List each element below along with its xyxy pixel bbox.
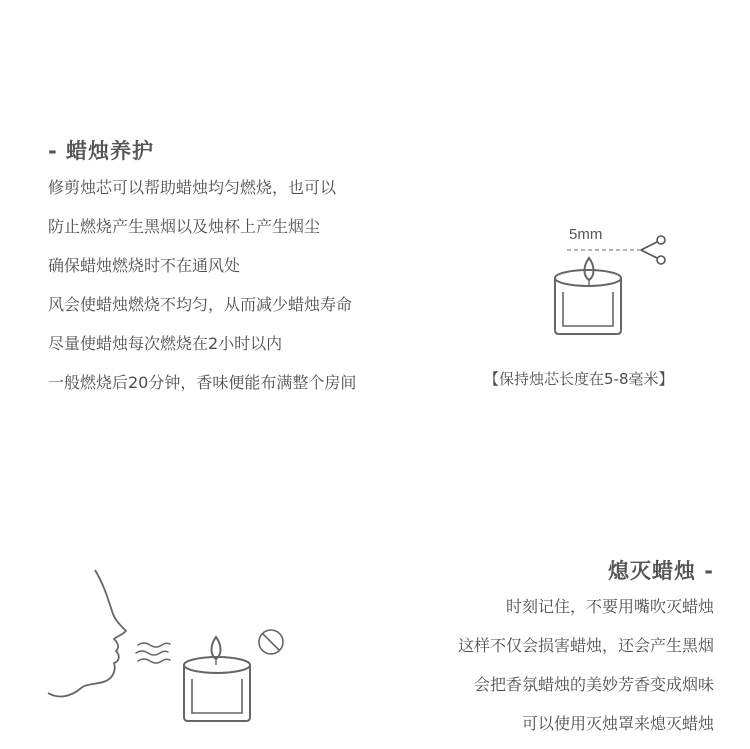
prohibited-icon <box>259 630 283 654</box>
flame-icon <box>212 637 221 659</box>
care-line: 尽量使蜡烛每次燃烧在2小时以内 <box>48 334 283 353</box>
care-line: 确保蜡烛燃烧时不在通风处 <box>48 256 241 275</box>
extinguish-list <box>458 587 714 743</box>
care-line: 风会使蜡烛燃烧不均匀，从而减少蜡烛寿命 <box>48 295 353 314</box>
trim-wick-illustration <box>545 222 675 342</box>
candle-care-title: - 蜡烛养护 <box>48 139 155 163</box>
candle-care-list <box>48 168 356 402</box>
blow-out-illustration <box>40 565 300 735</box>
scissors-icon <box>641 236 665 264</box>
face-profile-icon <box>48 570 126 696</box>
extinguish-line: 可以使用灭烛罩来熄灭蜡烛 <box>521 714 714 733</box>
trim-caption: 【保持烛芯长度在5-8毫米】 <box>484 370 674 388</box>
care-line: 一般燃烧后20分钟，香味便能布满整个房间 <box>48 373 357 392</box>
extinguish-line: 会把香氛蜡烛的美妙芳香变成烟味 <box>473 675 714 694</box>
care-line: 防止燃烧产生黑烟以及烛杯上产生烟尘 <box>48 217 321 236</box>
candle-jar-icon <box>184 637 250 721</box>
care-line: 修剪烛芯可以帮助蜡烛均匀燃烧，也可以 <box>48 178 337 197</box>
breath-lines-icon <box>136 643 170 663</box>
flame-icon <box>585 258 594 280</box>
extinguish-title: 熄灭蜡烛 - <box>607 559 714 583</box>
extinguish-line: 这样不仅会损害蜡烛，还会产生黑烟 <box>457 636 714 655</box>
candle-jar-icon <box>555 258 621 334</box>
measure-label: 5mm <box>569 226 603 243</box>
extinguish-line: 时刻记住，不要用嘴吹灭蜡烛 <box>505 597 714 616</box>
